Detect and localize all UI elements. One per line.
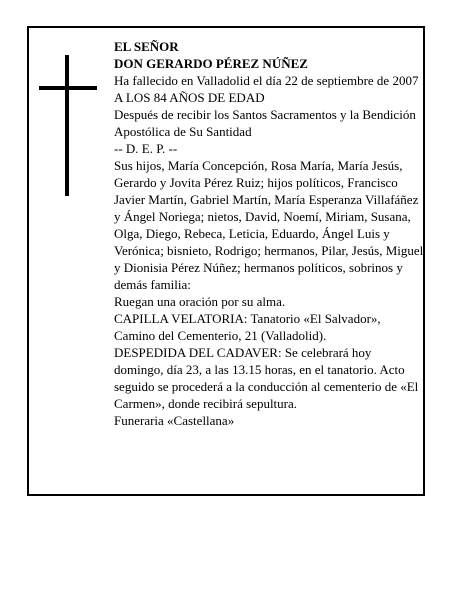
deceased-name: DON GERARDO PÉREZ NÚÑEZ [114,56,308,71]
age-line: A LOS 84 AÑOS DE EDAD [114,90,265,105]
cross-horizontal-bar [39,86,97,90]
chapel-line: CAPILLA VELATORIA: Tanatorio «El Salvador», Camino del Cementerio, 21 (Valladolid). [114,311,381,343]
sacraments-line: Después de recibir los Santos Sacramentos y la Bendición Apostólica de Su Santidad [114,107,416,139]
cross-vertical-bar [65,55,69,196]
farewell-line: DESPEDIDA DEL CADAVER: Se celebrará hoy domingo, día 23, a las 13.15 horas, en el tanatorio. Acto seguido se procederá a la conducción al cementerio de «El Carmen», donde recibirá sepultura. [114,345,419,411]
death-notice: Ha fallecido en Valladolid el día 22 de septiembre de 2007 [114,73,419,88]
rip-line: -- D. E. P. -- [114,141,178,156]
funeral-home: Funeraria «Castellana» [114,413,235,428]
cross-icon [39,55,97,196]
family-list: Sus hijos, María Concepción, Rosa María, María Jesús, Gerardo y Jovita Pérez Ruiz; hijos políticos, Francisco Javier Martín, Gabriel Martín, María Esperanza Villafáñez y Ángel Noriega; nietos, David, Noemí, Miriam, Susana, Olga, Diego, Rebeca, Leticia, Eduardo, Ángel Luis y Verónica; bisnieto, Rodrigo; hermanos, Pilar, Jesús, Miguel y Dionisia Pérez Núñez; hermanos políticos, sobrinos y demás familia: [114,158,424,292]
title-line-1: EL SEÑOR [114,39,179,54]
prayer-line: Ruegan una oración por su alma. [114,294,286,309]
obituary-text [114,38,424,429]
